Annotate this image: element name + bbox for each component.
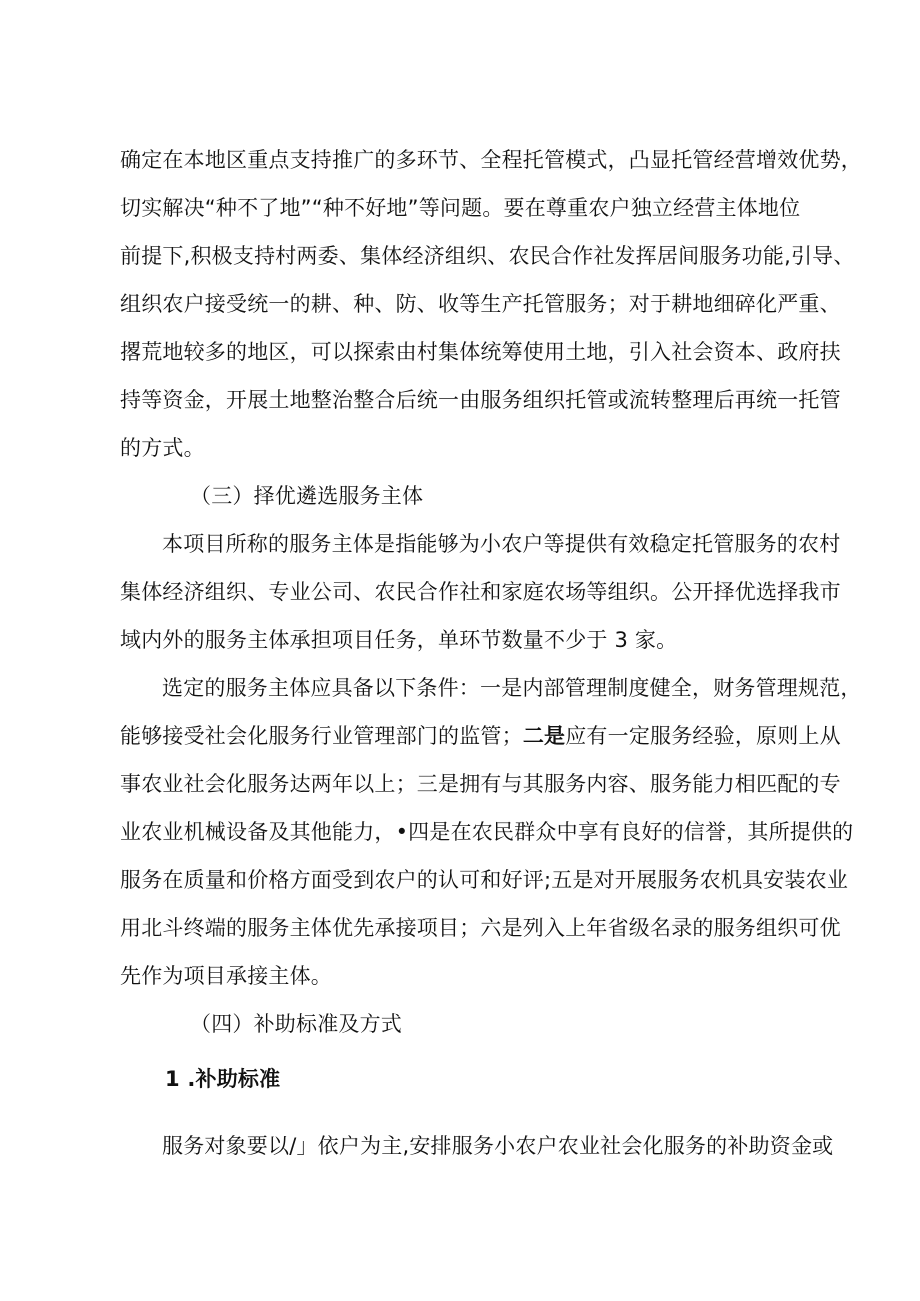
paragraph-line: 持等资金，开展土地整治整合后统一由服务组织托管或流转整理后再统一托管 bbox=[120, 388, 841, 412]
bold-text-run: 二是 bbox=[522, 724, 566, 748]
paragraph-line: 事农业社会化服务达两年以上；三是拥有与其服务内容、服务能力相匹配的专 bbox=[120, 772, 841, 796]
paragraph-line: 服务对象要以/」依户为主,安排服务小农户农业社会化服务的补助资金或 bbox=[162, 1134, 834, 1158]
text-run: 能够接受社会化服务行业管理部门的监管； bbox=[120, 724, 523, 748]
paragraph-line: 撂荒地较多的地区，可以探索由村集体统筹使用土地，引入社会资本、政府扶 bbox=[120, 340, 841, 364]
paragraph-line: 域内外的服务主体承担项目任务，单环节数量不少于 3 家。 bbox=[120, 628, 678, 652]
text-run: 应有一定服务经验，原则上从 bbox=[565, 724, 841, 748]
paragraph-line: 服务在质量和价格方面受到农户的认可和好评;五是对开展服务农机具安装农业 bbox=[120, 868, 849, 892]
paragraph-line: 选定的服务主体应具备以下条件：一是内部管理制度健全，财务管理规范， bbox=[162, 676, 862, 700]
paragraph-line: 集体经济组织、专业公司、农民合作社和家庭农场等组织。公开择优选择我市 bbox=[120, 580, 841, 604]
paragraph-line: 确定在本地区重点支持推广的多环节、全程托管模式，凸显托管经营增效优势， bbox=[120, 148, 862, 172]
paragraph-line: 业农业机械设备及其他能力，•四是在农民群众中享有良好的信誉，其所提供的 bbox=[120, 820, 854, 844]
paragraph-line: 组织农户接受统一的耕、种、防、收等生产托管服务；对于耕地细碎化严重、 bbox=[120, 292, 841, 316]
paragraph-line: 的方式。 bbox=[120, 436, 205, 460]
paragraph-line bbox=[120, 721, 841, 751]
section-heading: （四）补助标准及方式 bbox=[190, 1012, 402, 1036]
subsection-heading: 1 .补助标准 bbox=[165, 1067, 281, 1091]
paragraph-line: 前提下,积极支持村两委、集体经济组织、农民合作社发挥居间服务功能,引导、 bbox=[120, 244, 855, 268]
section-heading: （三）择优遴选服务主体 bbox=[190, 484, 424, 508]
paragraph-line: 切实解决“种不了地”“种不好地”等问题。要在尊重农户独立经营主体地位 bbox=[120, 196, 801, 220]
paragraph-line: 先作为项目承接主体。 bbox=[120, 964, 332, 988]
paragraph-line: 用北斗终端的服务主体优先承接项目；六是列入上年省级名录的服务组织可优 bbox=[120, 916, 841, 940]
paragraph-line: 本项目所称的服务主体是指能够为小农户等提供有效稳定托管服务的农村 bbox=[162, 532, 841, 556]
